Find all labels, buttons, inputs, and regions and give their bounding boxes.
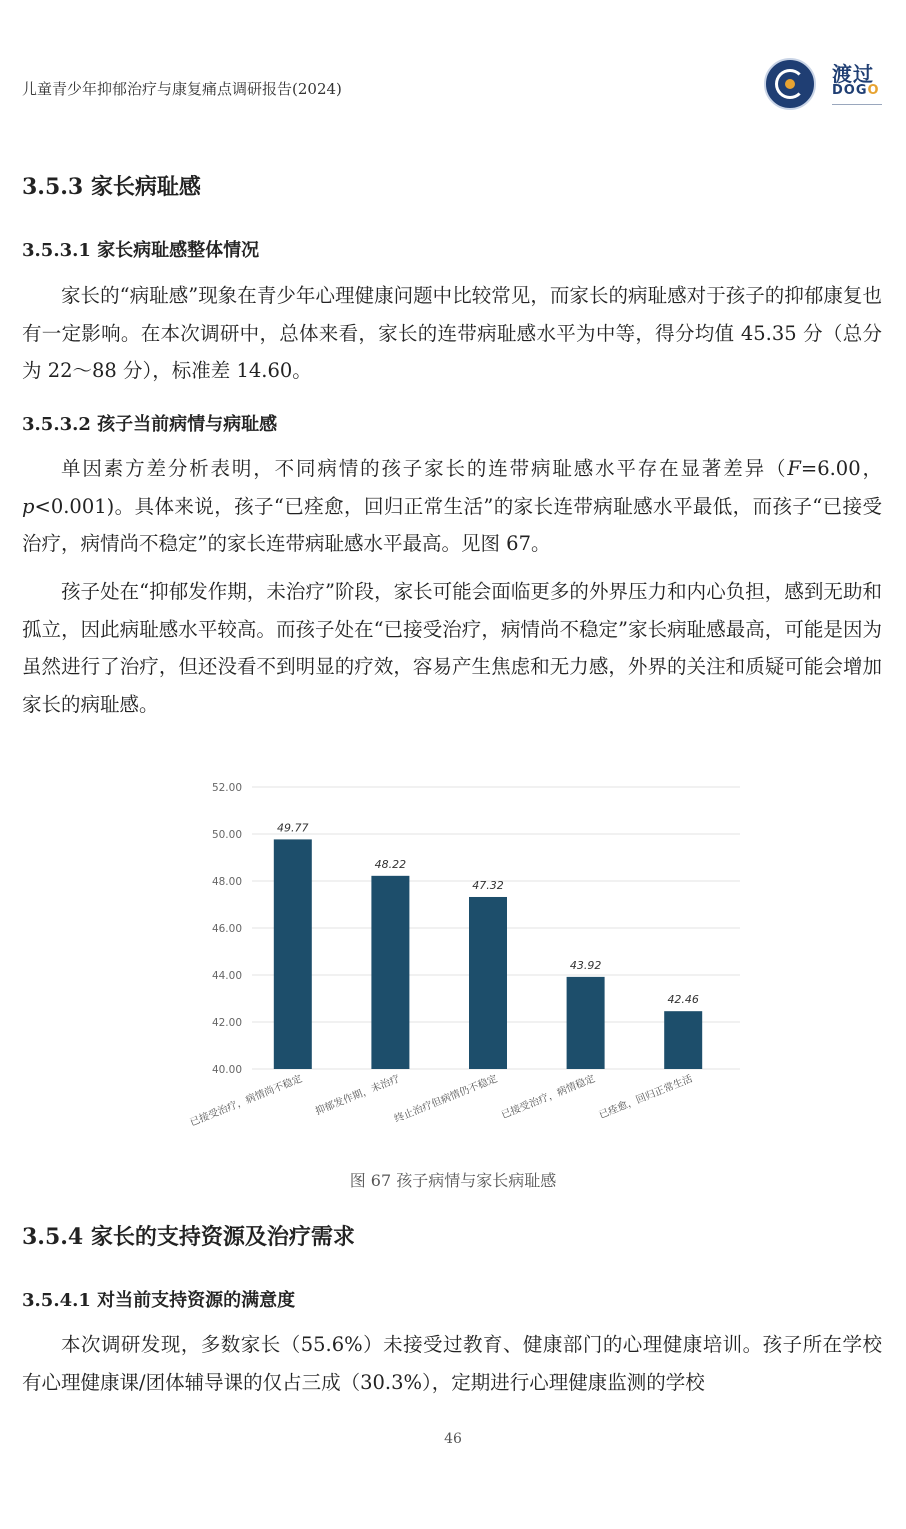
- chart-svg: [140, 770, 780, 1150]
- dogo-logo: [764, 56, 884, 120]
- y-tick-label: 48.00: [211, 876, 242, 888]
- bar: [469, 897, 507, 1069]
- para-text-c: <0.001)。具体来说，孩子“已痊愈，回归正常生活”的家长连带病耻感水平最低，而孩子“已接受治疗，病情尚不稳定”的家长连带病耻感水平最高。见图 67。: [22, 494, 882, 555]
- paragraph-support-resources: 本次调研发现，多数家长（55.6%）未接受过教育、健康部门的心理健康培训。孩子所在学校有心理健康课/团体辅导课的仅占三成（30.3%），定期进行心理健康监测的学校: [22, 1333, 882, 1394]
- bar: [371, 876, 409, 1069]
- page-number: 46: [444, 1431, 462, 1447]
- section-heading-3-5-3: 3.5.3 家长病耻感: [22, 174, 201, 200]
- bar: [664, 1011, 702, 1069]
- paragraph-stigma-explanation: 孩子处在“抑郁发作期，未治疗”阶段，家长可能会面临更多的外界压力和内心负担，感到无助和孤立，因此病耻感水平较高。而孩子处在“已接受治疗，病情尚不稳定”家长病耻感最高，可能是因为虽然进行了治疗，但还没看不到明显的疗效，容易产生焦虑和无力感，外界的关注和质疑可能会增加家长的病耻感。: [22, 580, 882, 716]
- x-category-label: 已接受治疗，病情稳定: [499, 1073, 597, 1122]
- bar-value-label: 49.77: [277, 821, 309, 835]
- bar-value-label: 43.92: [569, 958, 602, 972]
- bar-value-label: 48.22: [374, 857, 407, 871]
- paragraph-anova-result: [22, 450, 882, 563]
- logo-en-prefix: DOG: [832, 83, 868, 98]
- stigma-bar-chart: [140, 770, 780, 1150]
- figure-caption: 图 67 孩子病情与家长病耻感: [349, 1171, 557, 1190]
- x-category-label: 终止治疗但病情仍不稳定: [393, 1073, 500, 1125]
- para-text-b: =6.00，: [800, 457, 882, 480]
- logo-underline: [832, 104, 882, 105]
- logo-en-suffix: O: [867, 83, 880, 98]
- logo-en-text: [832, 83, 880, 98]
- stat-f-symbol: F: [787, 457, 801, 480]
- y-tick-label: 52.00: [211, 782, 242, 794]
- bar: [567, 977, 605, 1069]
- paragraph-overall-stigma: 家长的“病耻感”现象在青少年心理健康问题中比较常见，而家长的病耻感对于孩子的抑郁康复也有一定影响。在本次调研中，总体来看，家长的连带病耻感水平为中等，得分均值 45.35 分（总分为 22～88 分），标准差 14.60。: [22, 284, 882, 382]
- y-tick-label: 50.00: [211, 829, 242, 841]
- bar-value-label: 47.32: [472, 878, 504, 892]
- y-tick-label: 46.00: [211, 923, 242, 935]
- section-heading-3-5-3-1: 3.5.3.1 家长病耻感整体情况: [22, 240, 260, 261]
- x-category-label: 已痊愈，回归正常生活: [597, 1073, 695, 1122]
- bar-value-label: 42.46: [667, 993, 699, 1007]
- x-category-label: 已接受治疗，病情尚不稳定: [188, 1073, 304, 1129]
- report-header-title: 儿童青少年抑郁治疗与康复痛点调研报告(2024): [22, 80, 342, 98]
- section-heading-3-5-4: 3.5.4 家长的支持资源及治疗需求: [22, 1224, 355, 1250]
- dogo-emblem-icon: [764, 58, 816, 110]
- logo-cn-text: 渡过: [832, 62, 874, 86]
- y-tick-label: 40.00: [211, 1064, 242, 1076]
- x-category-label: 抑郁发作期，未治疗: [313, 1073, 402, 1118]
- section-heading-3-5-3-2: 3.5.3.2 孩子当前病情与病耻感: [22, 414, 278, 435]
- section-heading-3-5-4-1: 3.5.4.1 对当前支持资源的满意度: [22, 1290, 296, 1311]
- stat-p-symbol: p: [22, 494, 35, 518]
- y-tick-label: 44.00: [211, 970, 242, 982]
- y-tick-label: 42.00: [211, 1017, 242, 1029]
- para-text-a: 单因素方差分析表明，不同病情的孩子家长的连带病耻感水平存在显著差异（: [61, 457, 788, 480]
- bar: [274, 839, 312, 1069]
